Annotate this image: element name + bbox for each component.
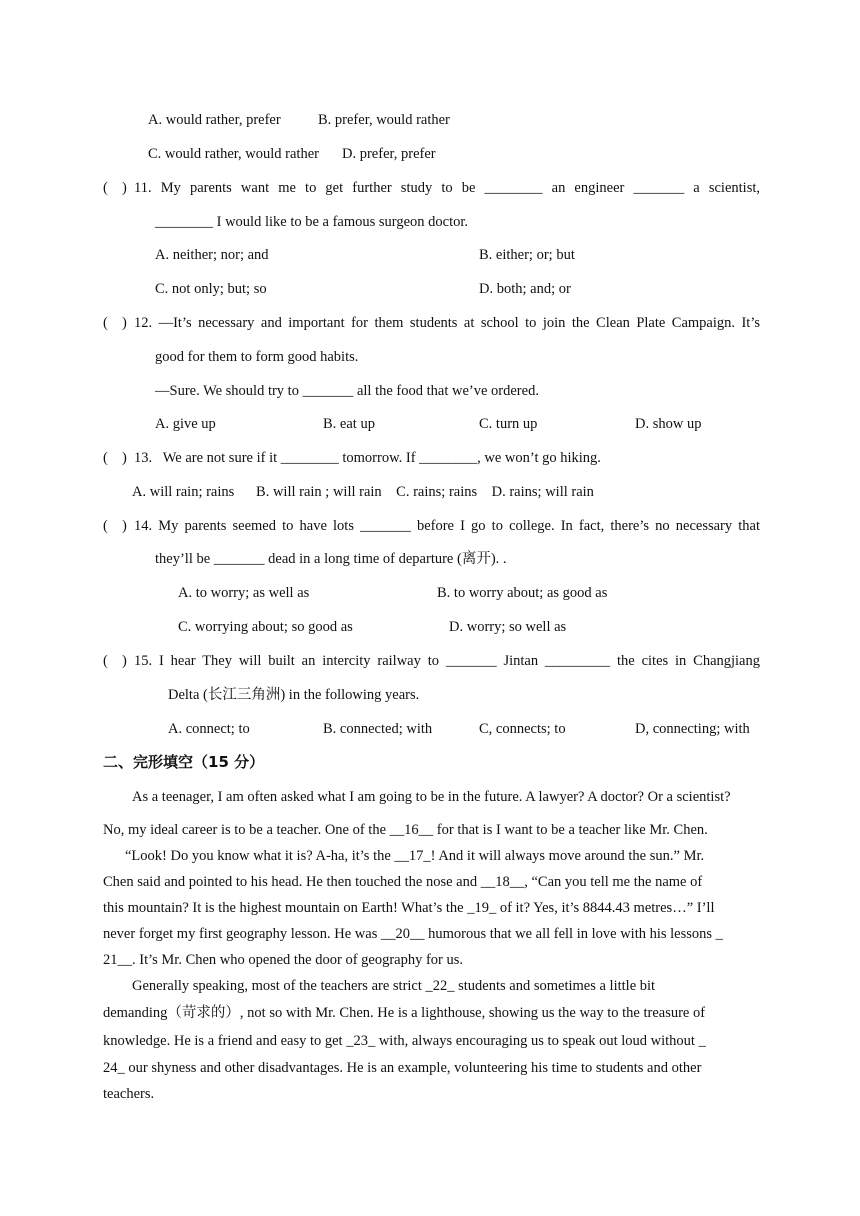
q11-option-d: D. both; and; or	[479, 281, 571, 297]
q12-stem-line3: —Sure. We should try to _______ all the food that we’ve ordered.	[155, 383, 539, 399]
passage-text: with, always encouraging us to speak out loud without	[375, 1033, 699, 1049]
q10-option-b: B. prefer, would rather	[318, 112, 450, 128]
passage-text: our shyness and other disadvantages. He is an example, volunteering his time to students and other	[124, 1060, 702, 1076]
q15-answer-paren-open[interactable]: (	[103, 653, 108, 669]
q12-stem-line2: good for them to form good habits.	[155, 349, 359, 365]
section-2-title: 二、完形填空（15 分）	[103, 753, 265, 771]
passage-p3-line3	[103, 1032, 706, 1050]
q11-option-c: C. not only; but; so	[155, 281, 267, 297]
blank-18[interactable]: __18__	[480, 874, 525, 890]
passage-p1-line2	[103, 821, 708, 839]
passage-text: Generally speaking, most of the teachers are strict	[132, 978, 426, 994]
q12-stem-line1: 12. —It’s necessary and important for them students at school to join the Clean Plate Campaign. It’s	[134, 315, 760, 331]
passage-p2-line3	[103, 899, 714, 917]
q14-option-c: C. worrying about; so good as	[178, 619, 353, 635]
q11-option-a: A. neither; nor; and	[155, 247, 269, 263]
passage-p3-line1	[132, 977, 655, 995]
passage-text: knowledge. He is a friend and easy to get	[103, 1033, 347, 1049]
q14-answer-paren-close: )	[122, 518, 127, 534]
passage-text: this mountain? It is the highest mountain on Earth! What’s the	[103, 900, 468, 916]
q11-stem-line2: ________ I would like to be a famous surgeon doctor.	[155, 214, 469, 230]
passage-text: humorous that we all fell in love with his lessons	[424, 926, 716, 942]
blank-19[interactable]: _19_	[467, 900, 497, 916]
passage-text: of it? Yes, it’s 8844.43 metres…” I’ll	[496, 900, 715, 916]
q15-answer-paren-close: )	[122, 653, 127, 669]
q14-option-b: B. to worry about; as good as	[437, 585, 608, 601]
passage-p2-line4	[103, 925, 723, 943]
passage-text: , “Can you tell me the name of	[524, 874, 703, 890]
q12-answer-paren-open[interactable]: (	[103, 315, 108, 331]
q13-answer-paren-close: )	[122, 450, 127, 466]
q15-stem-line2: Delta (长江三角洲) in the following years.	[168, 687, 420, 703]
q12-option-d: D. show up	[635, 416, 702, 432]
passage-text: never forget my first geography lesson. He was	[103, 926, 381, 942]
passage-text: Chen said and pointed to his head. He then touched the nose and	[103, 874, 481, 890]
q10-option-c: C. would rather, would rather	[148, 146, 319, 162]
q12-answer-paren-close: )	[122, 315, 127, 331]
q15-stem-line1: 15. I hear They will built an intercity railway to _______ Jintan _________ the cites in Changjiang	[134, 653, 760, 669]
q15-option-c: C, connects; to	[479, 721, 566, 737]
passage-text: No, my ideal career is to be a teacher. One of the	[103, 822, 390, 838]
passage-p3-line5: teachers.	[103, 1086, 155, 1102]
blank-20[interactable]: __20__	[380, 926, 425, 942]
passage-text: ! And it will always move around the sun.” Mr.	[430, 848, 705, 864]
blank-21-start[interactable]: _	[715, 926, 723, 942]
q14-stem-line1: 14. My parents seemed to have lots _______ before I go to college. In fact, there’s no necessary that	[134, 518, 760, 534]
blank-24[interactable]: 24_	[103, 1060, 125, 1076]
q12-option-b: B. eat up	[323, 416, 375, 432]
passage-p2-line5	[103, 951, 463, 969]
passage-text: “Look! Do you know what it is? A-ha, it’s the	[125, 848, 395, 864]
q13-stem-line1: 13. We are not sure if it ________ tomorrow. If ________, we won’t go hiking.	[134, 450, 601, 466]
blank-23[interactable]: _23_	[346, 1033, 376, 1049]
passage-p1-line1: As a teenager, I am often asked what I am going to be in the future. A lawyer? A doctor? Or a scientist?	[132, 789, 731, 805]
q14-option-a: A. to worry; as well as	[178, 585, 310, 601]
q15-option-d: D, connecting; with	[635, 721, 750, 737]
passage-p3-line2: demanding（苛求的）, not so with Mr. Chen. He is a lighthouse, showing us the way to the treasure of	[103, 1005, 706, 1021]
q11-answer-paren-open[interactable]: (	[103, 180, 108, 196]
q15-option-b: B. connected; with	[323, 721, 433, 737]
q12-option-a: A. give up	[155, 416, 216, 432]
blank-22[interactable]: _22_	[425, 978, 455, 994]
q11-answer-paren-close: )	[122, 180, 127, 196]
q11-option-b: B. either; or; but	[479, 247, 575, 263]
passage-p2-line2	[103, 873, 702, 891]
q11-stem-line1: 11. My parents want me to get further study to be ________ an engineer _______ a scientist,	[134, 180, 760, 196]
q10-option-a: A. would rather, prefer	[148, 112, 281, 128]
blank-16[interactable]: __16__	[389, 822, 434, 838]
passage-p3-line4	[103, 1059, 701, 1077]
passage-text: . It’s Mr. Chen who opened the door of geography for us.	[132, 952, 464, 968]
q13-answer-paren-open[interactable]: (	[103, 450, 108, 466]
blank-24-start[interactable]: _	[698, 1033, 706, 1049]
q14-answer-paren-open[interactable]: (	[103, 518, 108, 534]
q15-option-a: A. connect; to	[168, 721, 250, 737]
blank-17[interactable]: __17_	[394, 848, 431, 864]
q12-option-c: C. turn up	[479, 416, 538, 432]
passage-text: students and sometimes a little bit	[454, 978, 656, 994]
q13-options: A. will rain; rains B. will rain ; will rain C. rains; rains D. rains; will rain	[132, 484, 594, 500]
q14-option-d: D. worry; so well as	[449, 619, 567, 635]
q14-stem-line2: they’ll be _______ dead in a long time of departure (离开). .	[155, 551, 507, 567]
q10-option-d: D. prefer, prefer	[342, 146, 436, 162]
passage-text: for that is I want to be a teacher like Mr. Chen.	[433, 822, 708, 838]
blank-21[interactable]: 21__	[103, 952, 132, 968]
passage-p2-line1	[125, 847, 704, 865]
